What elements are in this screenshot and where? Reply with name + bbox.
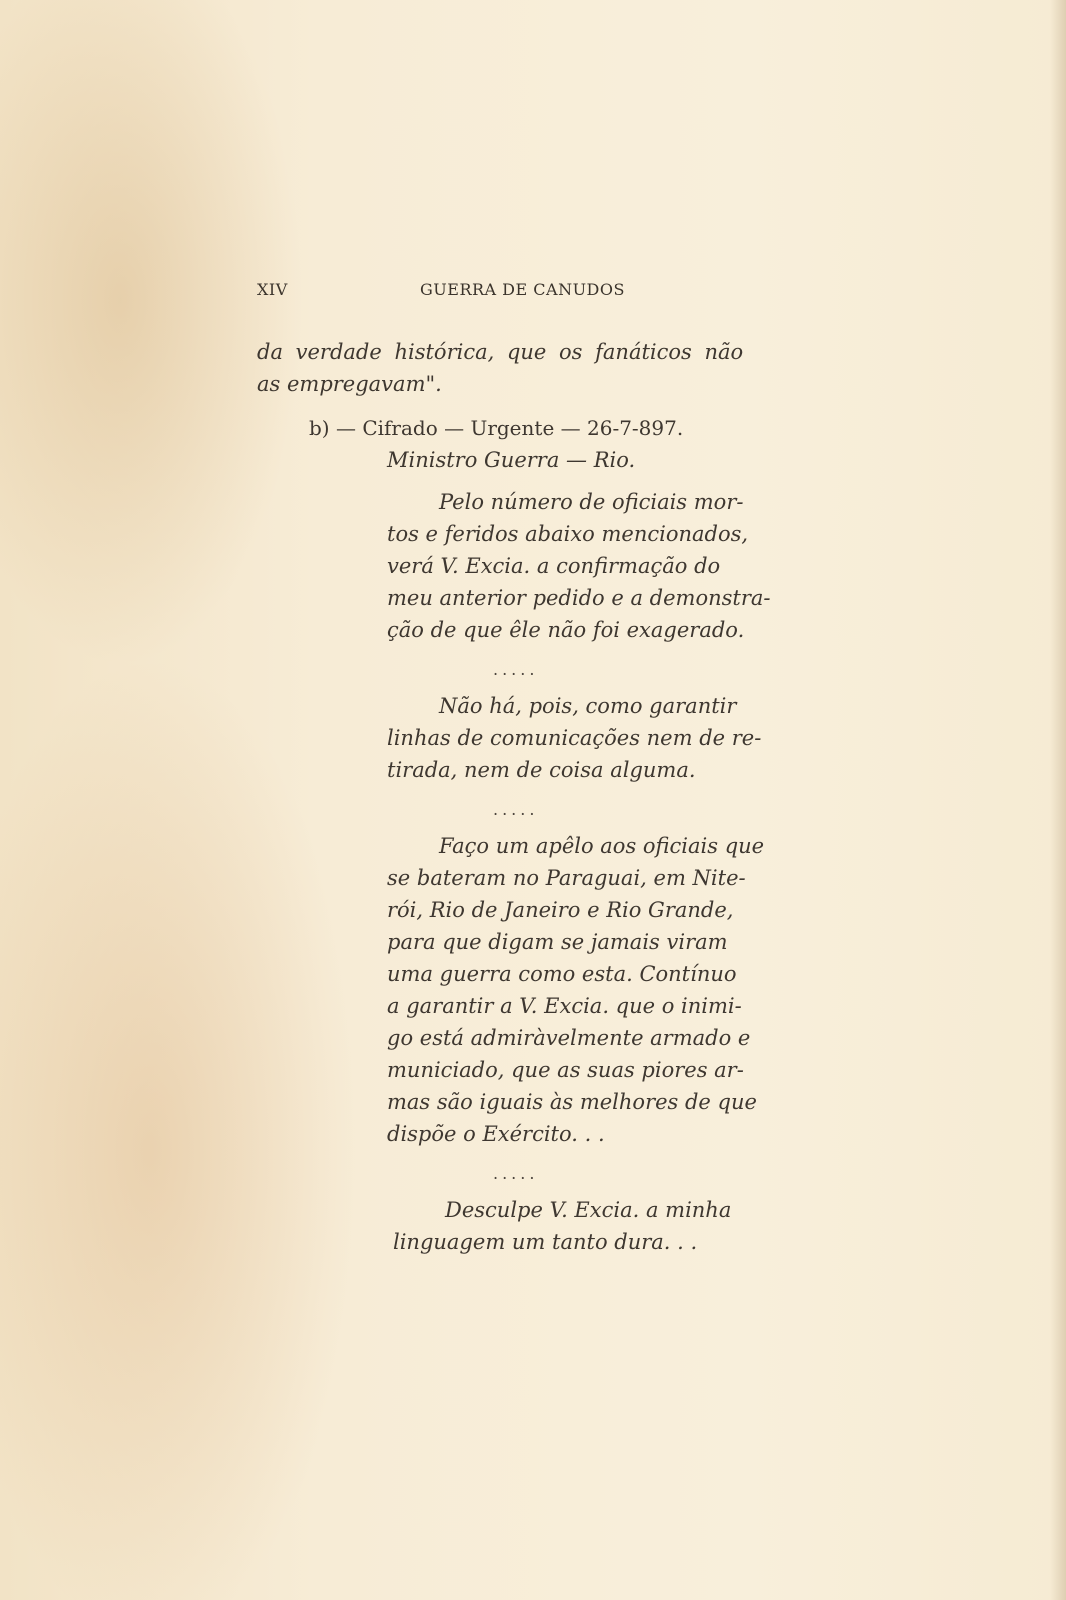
text-line: b) — Cifrado — Urgente — 26-7-897.: [309, 416, 684, 440]
text-line: ção de que êle não foi exagerado.: [387, 618, 745, 642]
text-line: rói, Rio de Janeiro e Rio Grande,: [387, 898, 734, 922]
ellipsis-separator: .....: [493, 660, 539, 679]
text-line: Não há, pois, como garantir: [439, 694, 737, 718]
text-line: go está admiràvelmente armado e: [387, 1026, 751, 1050]
text-line: tirada, nem de coisa alguma.: [387, 758, 696, 782]
text-line: verá V. Excia. a confirmação do: [387, 554, 721, 578]
text-line: uma guerra como esta. Contínuo: [387, 962, 737, 986]
ellipsis-separator: .....: [493, 1164, 539, 1183]
text-line: Ministro Guerra — Rio.: [387, 448, 636, 472]
text-line: linhas de comunicações nem de re-: [387, 726, 762, 750]
text-line: municiado, que as suas piores ar-: [387, 1058, 744, 1082]
text-line: meu anterior pedido e a demonstra-: [387, 586, 771, 610]
text-line: as empregavam".: [257, 372, 442, 396]
text-line: mas são iguais às melhores de que: [387, 1090, 757, 1114]
text-line: para que digam se jamais viram: [387, 930, 728, 954]
page-header: [257, 280, 677, 304]
page-edge-shadow: [1050, 0, 1066, 1600]
running-title: GUERRA DE CANUDOS: [420, 280, 625, 299]
text-line: Desculpe V. Excia. a minha: [445, 1198, 732, 1222]
text-line: se bateram no Paraguai, em Nite-: [387, 866, 746, 890]
text-line: linguagem um tanto dura. . .: [393, 1230, 698, 1254]
text-line: da verdade histórica, que os fanáticos não: [257, 340, 744, 364]
text-line: a garantir a V. Excia. que o inimi-: [387, 994, 742, 1018]
text-line: tos e feridos abaixo mencionados,: [387, 522, 749, 546]
text-line: Faço um apêlo aos oficiais que: [439, 834, 765, 858]
text-line: dispõe o Exército. . .: [387, 1122, 605, 1146]
text-line: Pelo número de oficiais mor-: [439, 490, 744, 514]
ellipsis-separator: .....: [493, 800, 539, 819]
page-number: XIV: [257, 280, 288, 299]
